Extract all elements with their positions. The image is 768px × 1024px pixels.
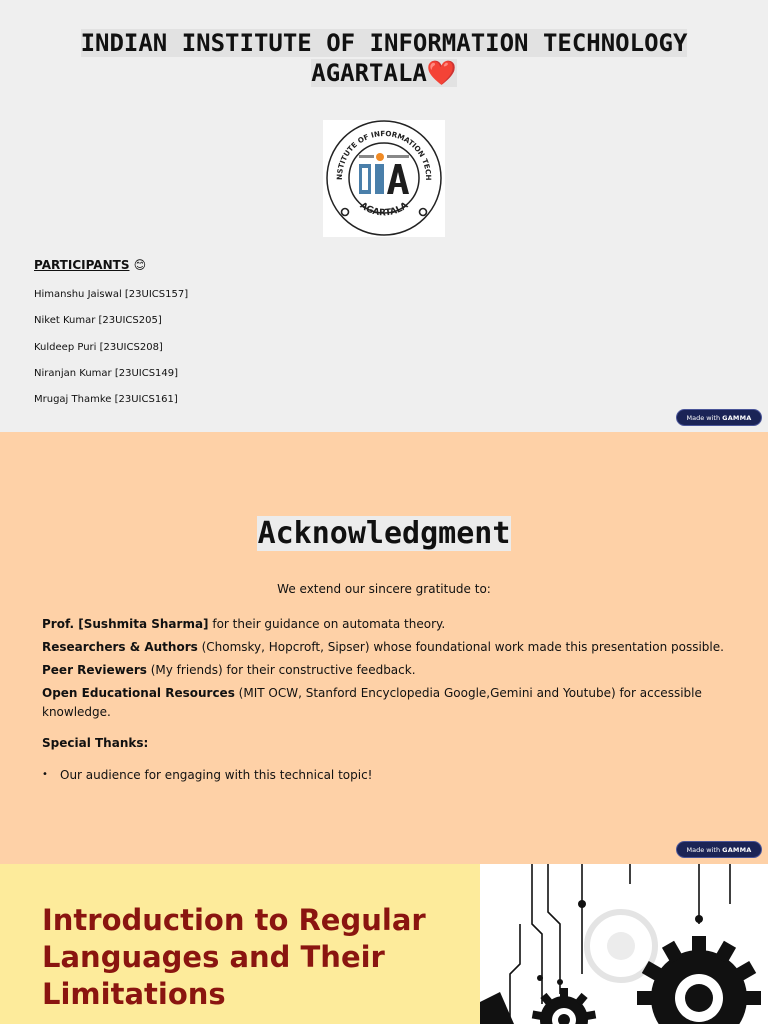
- acknowledgment-item: [42, 638, 732, 657]
- acknowledgment-item-name: Open Educational Resources: [42, 686, 235, 700]
- institute-logo: [323, 120, 445, 237]
- badge-prefix: Made with: [686, 414, 721, 422]
- acknowledgment-title-text: Acknowledgment: [257, 516, 511, 551]
- participant-item: Niranjan Kumar [23UICS149]: [34, 367, 179, 379]
- slide-acknowledgment: [0, 432, 768, 864]
- acknowledgment-item-name: Prof. [Sushmita Sharma]: [42, 617, 209, 631]
- badge-prefix: Made with: [686, 846, 721, 854]
- introduction-title: Introduction to Regular Languages and Their Limitations: [42, 903, 426, 1011]
- acknowledgment-item-name: Researchers & Authors: [42, 640, 198, 654]
- special-thanks-heading: Special Thanks:: [42, 736, 149, 750]
- badge-brand: GAMMA: [722, 846, 752, 854]
- institute-title-line1: INDIAN INSTITUTE OF INFORMATION TECHNOLOGY: [80, 29, 688, 57]
- special-thanks-list: [42, 768, 372, 782]
- participant-item: Himanshu Jaiswal [23UICS157]: [34, 289, 189, 300]
- participants-list: [34, 288, 188, 419]
- gears-circuit-icon: [480, 864, 768, 1024]
- participants-heading: [34, 258, 146, 272]
- acknowledgment-item-name: Peer Reviewers: [42, 663, 147, 677]
- acknowledgment-item-text: for their guidance on automata theory.: [208, 617, 446, 631]
- participant-item: Niket Kumar [23UICS205]: [34, 315, 162, 327]
- made-with-gamma-badge[interactable]: [676, 409, 762, 426]
- acknowledgment-item-text: (My friends) for their constructive feedback.: [146, 663, 416, 677]
- badge-brand: GAMMA: [722, 414, 752, 422]
- acknowledgment-list: [42, 615, 732, 726]
- institute-title: [0, 28, 768, 88]
- acknowledgment-title: [0, 516, 768, 552]
- slide-introduction: [0, 864, 768, 1024]
- participants-heading-text: PARTICIPANTS: [34, 258, 130, 272]
- acknowledgment-item: [42, 684, 732, 722]
- acknowledgment-item: [42, 615, 732, 634]
- acknowledgment-item-text: (MIT OCW, Stanford Encyclopedia Google,Gemini and Youtube) for accessible knowledge.: [42, 686, 702, 719]
- institute-title-line2: AGARTALA❤️: [311, 59, 457, 87]
- participant-item: Kuldeep Puri [23UICS208]: [34, 341, 163, 353]
- participant-item: Mrugaj Thamke [23UICS161]: [34, 394, 178, 406]
- acknowledgment-item: [42, 661, 732, 680]
- slide-title: [0, 0, 768, 432]
- special-thanks-item: • Our audience for engaging with this technical topic!: [42, 768, 372, 782]
- svg-text:AGARTALA: AGARTALA: [357, 200, 411, 219]
- made-with-gamma-badge[interactable]: [676, 841, 762, 858]
- svg-text:INDIAN INSTITUTE OF INFORMATIO: NSTITUTE OF INFORMATION TECH: [334, 128, 434, 181]
- acknowledgment-intro: We extend our sincere gratitude to:: [277, 582, 491, 596]
- acknowledgment-item-text: (Chomsky, Hopcroft, Sipser) whose foundational work made this presentation possible.: [197, 640, 724, 654]
- smile-emoji-icon: 😊: [133, 258, 147, 272]
